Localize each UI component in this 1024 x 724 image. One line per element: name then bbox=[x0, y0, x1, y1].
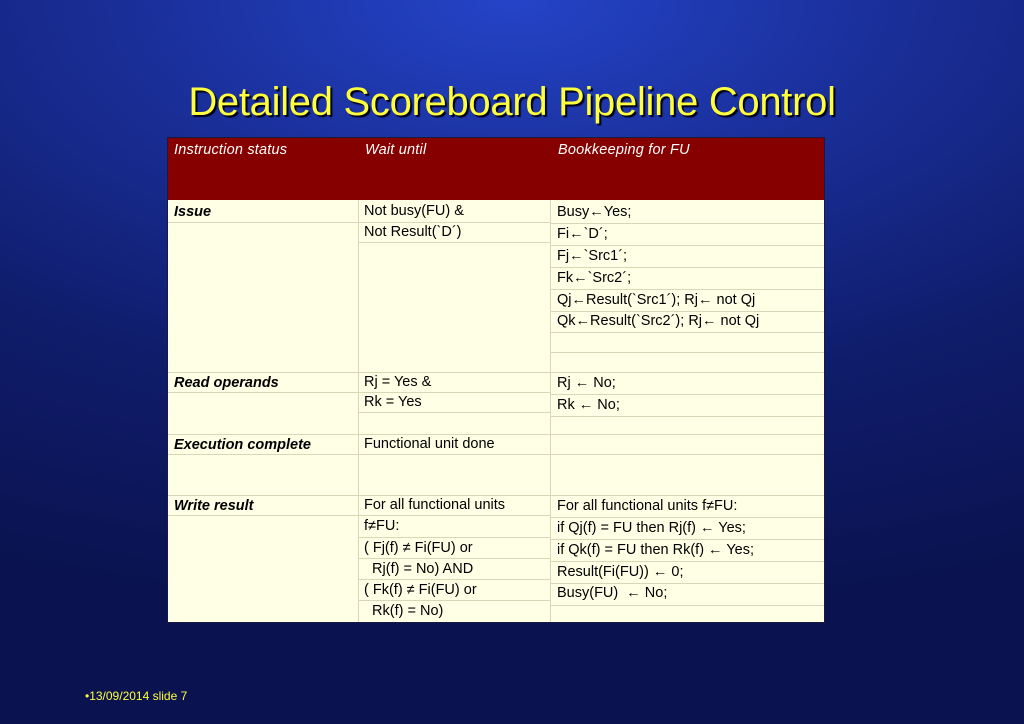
row-divider bbox=[550, 605, 824, 606]
issue-book-line: Fj←`Src1´; bbox=[557, 248, 628, 264]
issue-book-line: Busy←Yes; bbox=[557, 204, 632, 220]
row-divider bbox=[550, 352, 824, 353]
read-wait-line: Rj = Yes & bbox=[364, 374, 432, 390]
row-divider bbox=[358, 412, 550, 413]
header-instruction-status: Instruction status bbox=[174, 142, 288, 158]
issue-book-line: Fk←`Src2´; bbox=[557, 270, 632, 286]
row-divider bbox=[168, 454, 824, 455]
write-wait-line: For all functional units bbox=[364, 497, 506, 513]
issue-wait-line: Not busy(FU) & bbox=[364, 203, 464, 219]
slide-title: Detailed Scoreboard Pipeline Control bbox=[188, 80, 836, 124]
row-divider bbox=[358, 242, 550, 243]
scoreboard-table bbox=[168, 138, 824, 622]
read-book-line: Rj ← No; bbox=[557, 375, 616, 391]
col-separator-2 bbox=[550, 200, 551, 622]
slide-footer: •13/09/2014 slide 7 bbox=[85, 689, 188, 703]
row-divider bbox=[550, 416, 824, 417]
read-book-line: Rk ← No; bbox=[557, 397, 620, 413]
write-wait-line: ( Fk(f) ≠ Fi(FU) or bbox=[364, 582, 477, 598]
write-book-line: Busy(FU) ← No; bbox=[557, 585, 668, 601]
write-book-line: if Qj(f) = FU then Rj(f) ← Yes; bbox=[557, 520, 746, 536]
read-wait-line: Rk = Yes bbox=[364, 394, 422, 410]
write-wait-line: Rj(f) = No) AND bbox=[364, 561, 474, 577]
row-divider bbox=[168, 222, 358, 223]
exec-wait-line: Functional unit done bbox=[364, 436, 495, 452]
table-header-row bbox=[168, 138, 824, 200]
row-divider bbox=[550, 332, 824, 333]
header-wait-until: Wait until bbox=[365, 142, 427, 158]
write-book-line: Result(Fi(FU)) ← 0; bbox=[557, 564, 684, 580]
issue-book-line: Fi←`D´; bbox=[557, 226, 608, 242]
row-divider bbox=[168, 392, 550, 393]
write-wait-line: f≠FU: bbox=[364, 518, 400, 534]
write-wait-line: ( Fj(f) ≠ Fi(FU) or bbox=[364, 540, 473, 556]
row-divider bbox=[168, 515, 550, 516]
stage-issue: Issue bbox=[174, 204, 212, 220]
write-wait-line: Rk(f) = No) bbox=[364, 603, 444, 619]
issue-book-line: Qk←Result(`Src2´); Rj← not Qj bbox=[557, 313, 760, 329]
write-book-line: if Qk(f) = FU then Rk(f) ← Yes; bbox=[557, 542, 755, 558]
stage-read-operands: Read operands bbox=[174, 375, 279, 391]
write-book-line: For all functional units f≠FU: bbox=[557, 498, 738, 514]
stage-execution-complete: Execution complete bbox=[174, 437, 311, 453]
header-bookkeeping: Bookkeeping for FU bbox=[558, 142, 690, 158]
stage-write-result: Write result bbox=[174, 498, 254, 514]
issue-wait-line: Not Result(`D´) bbox=[364, 224, 462, 240]
issue-book-line: Qj←Result(`Src1´); Rj← not Qj bbox=[557, 292, 756, 308]
